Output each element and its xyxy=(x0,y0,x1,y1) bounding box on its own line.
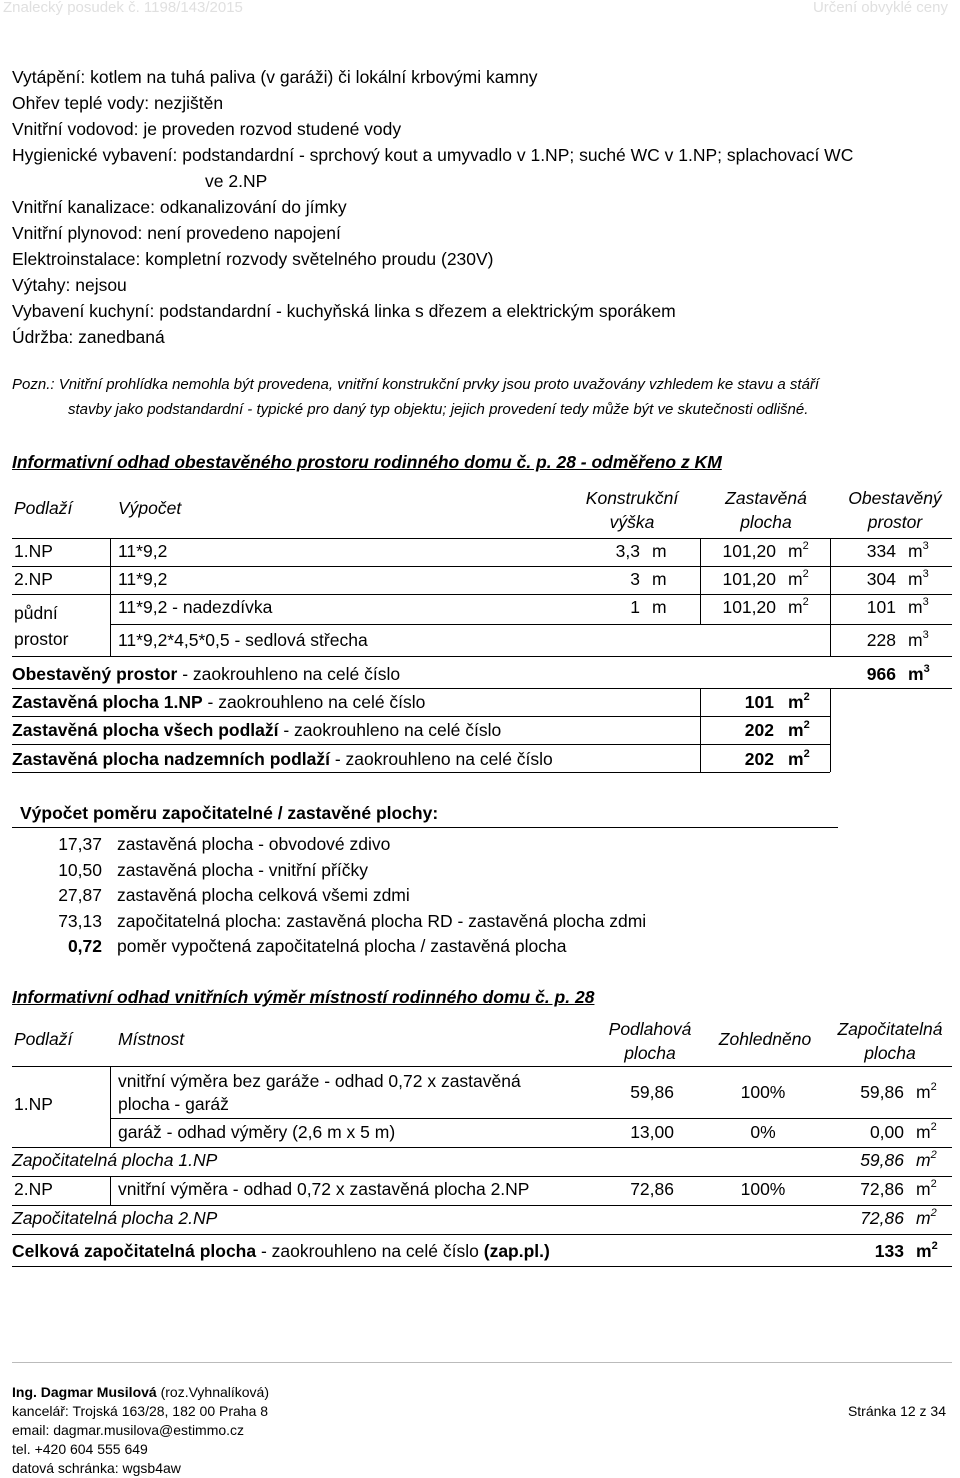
table-col-rule xyxy=(830,688,831,772)
row-floor: 1.NP xyxy=(14,541,53,561)
equipment-item: ve 2.NP xyxy=(205,171,268,191)
subtotal-unit: $m^2$ xyxy=(916,1149,937,1170)
table-rule xyxy=(12,827,838,828)
table-col-rule xyxy=(700,538,701,624)
room-count: 72,86 xyxy=(860,1179,904,1199)
room-count: 59,86 xyxy=(860,1082,904,1102)
row-calc: 11*9,2*4,5*0,5 - sedlová střecha xyxy=(118,630,368,650)
table-col-rule xyxy=(700,688,701,772)
table-rule xyxy=(12,1205,952,1206)
volume-title: Informativní odhad obestavěného prostoru rodinného domu č. p. 28 - odměřeno z KM xyxy=(12,452,722,472)
summary-label: Zastavěná plocha 1.NP - zaokrouhleno na celé číslo xyxy=(12,692,426,712)
table-rule xyxy=(12,1147,952,1148)
subtotal-label: Započitatelná plocha 2.NP xyxy=(12,1208,218,1228)
header-left: Znalecký posudek č. 1198/143/2015 xyxy=(3,0,243,16)
table-rule xyxy=(12,688,952,689)
row-area: 101,20 xyxy=(722,569,776,589)
summary-unit: $m^2$ xyxy=(788,748,810,769)
row-area: 101,20 xyxy=(722,597,776,617)
table-rule xyxy=(12,744,830,745)
room-area: 72,86 xyxy=(630,1179,674,1199)
equipment-item: Vnitřní kanalizace: odkanalizování do jímky xyxy=(12,197,347,217)
table-rule xyxy=(12,1066,952,1067)
row-area-unit: $m^2$ xyxy=(788,540,809,561)
summary-value: 202 xyxy=(744,720,774,740)
row-floor: 2.NP xyxy=(14,569,53,589)
equipment-item: Vybavení kuchyní: podstandardní - kuchyňská linka s dřezem a elektrickým sporákem xyxy=(12,301,676,321)
row-area-unit: $m^2$ xyxy=(788,596,809,617)
attic-floor: půdní prostor xyxy=(14,603,69,649)
equipment-list xyxy=(12,64,853,350)
room-unit: $m^2$ xyxy=(916,1121,937,1142)
row-volume: 228 xyxy=(866,630,896,650)
col-considered-header: Zohledněno xyxy=(718,1029,812,1049)
table-rule xyxy=(110,1118,952,1119)
summary-value: 101 xyxy=(744,692,774,712)
row-volume-unit: $m^3$ xyxy=(908,540,929,561)
table-rule xyxy=(12,716,830,717)
row-height-unit: m xyxy=(652,597,667,617)
rooms-total-value: 133 xyxy=(874,1241,904,1261)
ratio-row: 10,50 zastavěná plocha - vnitřní příčky xyxy=(58,859,368,880)
equipment-item: Výtahy: nejsou xyxy=(12,275,127,295)
summary-label: Zastavěná plocha nadzemních podlaží - zaokrouhleno na celé číslo xyxy=(12,749,553,769)
table-col-rule xyxy=(830,538,831,656)
ratio-row: 0,72 poměr vypočtená započitatelná plocha / zastavěná plocha xyxy=(67,936,567,956)
col-floor-header: Podlaží xyxy=(14,1029,73,1049)
volume-total-value: 966 xyxy=(866,664,896,684)
row-volume: 334 xyxy=(866,541,896,561)
note xyxy=(12,372,819,422)
table-col-rule xyxy=(110,1176,111,1205)
table-rule xyxy=(12,1266,952,1267)
note-line2: stavby jako podstandardní - typické pro daný typ objektu; jejich provedení tedy může být ve skutečnosti odlišné. xyxy=(68,401,809,418)
room-floor: 1.NP xyxy=(14,1094,53,1114)
row-height: 3 xyxy=(630,569,640,589)
ratio-list xyxy=(12,832,646,960)
col-room-header: Místnost xyxy=(118,1029,185,1049)
room-text: vnitřní výměra bez garáže - odhad 0,72 x zastavěná plocha - garáž xyxy=(118,1071,521,1114)
row-volume-unit: $m^3$ xyxy=(908,596,929,617)
row-volume-unit: $m^3$ xyxy=(908,629,929,650)
rooms-total-label: Celková započitatelná plocha - zaokrouhleno na celé číslo (zap.pl.) xyxy=(12,1241,550,1261)
ratio-row: 73,13 započitatelná plocha: zastavěná plocha RD - zastavěná plocha zdmi xyxy=(58,910,647,931)
table-col-rule xyxy=(110,538,111,656)
row-height-unit: m xyxy=(652,541,667,561)
col-area-header: Zastavěná plocha xyxy=(725,488,807,532)
row-height-unit: m xyxy=(652,569,667,589)
table-col-rule xyxy=(110,1066,111,1147)
row-height: 3,3 xyxy=(615,541,640,561)
table-rule xyxy=(12,566,952,567)
ratio-row: 27,87 zastavěná plocha celková všemi zdmi xyxy=(58,885,410,905)
footer-contact: Ing. Dagmar Musilová (roz.Vyhnalíková) kancelář: Trojská 163/28, 182 00 Praha 8 email: dagmar.musilova@estimmo.cz tel. +420 604 555 649 datová schránka: wgsb4aw xyxy=(12,1384,270,1476)
row-height: 1 xyxy=(630,597,640,617)
ratio-title: Výpočet poměru započitatelné / zastavěné plochy: xyxy=(20,803,439,823)
room-text: vnitřní výměra - odhad 0,72 x zastavěná plocha 2.NP xyxy=(118,1179,530,1199)
subtotal-value: 59,86 xyxy=(860,1150,904,1170)
ratio-row: 17,37 zastavěná plocha - obvodové zdivo xyxy=(58,834,391,854)
summary-label: Zastavěná plocha všech podlaží - zaokrouhleno na celé číslo xyxy=(12,720,502,740)
table-rule xyxy=(12,772,830,773)
row-area: 101,20 xyxy=(722,541,776,561)
volume-total-unit: $m^3$ xyxy=(908,663,930,684)
rooms-total-unit: $m^2$ xyxy=(916,1240,938,1261)
room-floor: 2.NP xyxy=(14,1179,53,1199)
row-calc: 11*9,2 - nadezdívka xyxy=(118,597,273,617)
col-floor-header: Podlaží xyxy=(14,498,73,518)
col-calc-header: Výpočet xyxy=(118,498,182,518)
room-pct: 100% xyxy=(740,1179,786,1199)
room-count: 0,00 xyxy=(869,1122,904,1142)
table-rule xyxy=(110,624,952,625)
room-text: garáž - odhad výměry (2,6 m x 5 m) xyxy=(118,1122,396,1142)
room-pct: 0% xyxy=(750,1122,776,1142)
header-right: Určení obvyklé ceny xyxy=(812,0,948,16)
row-volume: 101 xyxy=(866,597,896,617)
row-volume: 304 xyxy=(866,569,896,589)
room-unit: $m^2$ xyxy=(916,1081,937,1102)
row-calc: 11*9,2 xyxy=(118,569,168,589)
equipment-item: Elektroinstalace: kompletní rozvody světelného proudu (230V) xyxy=(12,249,494,269)
note-line1: : Vnitřní prohlídka nemohla být provedena, vnitřní konstrukční prvky jsou proto uvažovány vzhledem ke stavu a stáří xyxy=(50,376,820,393)
subtotal-value: 72,86 xyxy=(860,1208,904,1228)
col-count-area-header: Započitatelná plocha xyxy=(837,1019,943,1063)
rooms-title: Informativní odhad vnitřních výměr místností rodinného domu č. p. 28 xyxy=(12,987,595,1007)
summary-unit: $m^2$ xyxy=(788,691,810,712)
col-height-header: Konstrukční výška xyxy=(585,488,679,532)
summary-unit: $m^2$ xyxy=(788,719,810,740)
table-rule xyxy=(12,1234,952,1235)
row-volume-unit: $m^3$ xyxy=(908,568,929,589)
table-rule xyxy=(12,656,952,657)
table-rule xyxy=(12,538,952,539)
col-volume-header: Obestavěný prostor xyxy=(848,488,942,532)
room-area: 59,86 xyxy=(630,1082,674,1102)
equipment-item: Vnitřní plynovod: není provedeno napojení xyxy=(12,223,341,243)
room-area: 13,00 xyxy=(630,1122,674,1142)
equipment-item: Ohřev teplé vody: nezjištěn xyxy=(12,93,224,113)
subtotal-unit: $m^2$ xyxy=(916,1207,937,1228)
volume-total-label: Obestavěný prostor - zaokrouhleno na celé číslo xyxy=(12,664,401,684)
page-number: Stránka 12 z 34 xyxy=(847,1403,946,1419)
subtotal-label: Započitatelná plocha 1.NP xyxy=(12,1150,218,1170)
table-rule xyxy=(12,1176,952,1177)
footer-rule xyxy=(12,1362,952,1363)
equipment-item: Hygienické vybavení: podstandardní - sprchový kout a umyvadlo v 1.NP; suché WC v 1.NP; splachovací WC xyxy=(12,145,854,165)
equipment-item: Vnitřní vodovod: je proveden rozvod studené vody xyxy=(12,119,402,139)
summary-value: 202 xyxy=(744,749,774,769)
row-area-unit: $m^2$ xyxy=(788,568,809,589)
equipment-item: Údržba: zanedbaná xyxy=(12,327,165,347)
room-pct: 100% xyxy=(740,1082,786,1102)
note-label: Pozn. xyxy=(12,376,51,393)
table-rule xyxy=(12,594,952,595)
room-unit: $m^2$ xyxy=(916,1178,937,1199)
row-calc: 11*9,2 xyxy=(118,541,168,561)
col-floor-area-header: Podlahová plocha xyxy=(608,1019,692,1063)
equipment-item: Vytápění: kotlem na tuhá paliva (v garáži) či lokální krbovými kamny xyxy=(12,67,538,87)
